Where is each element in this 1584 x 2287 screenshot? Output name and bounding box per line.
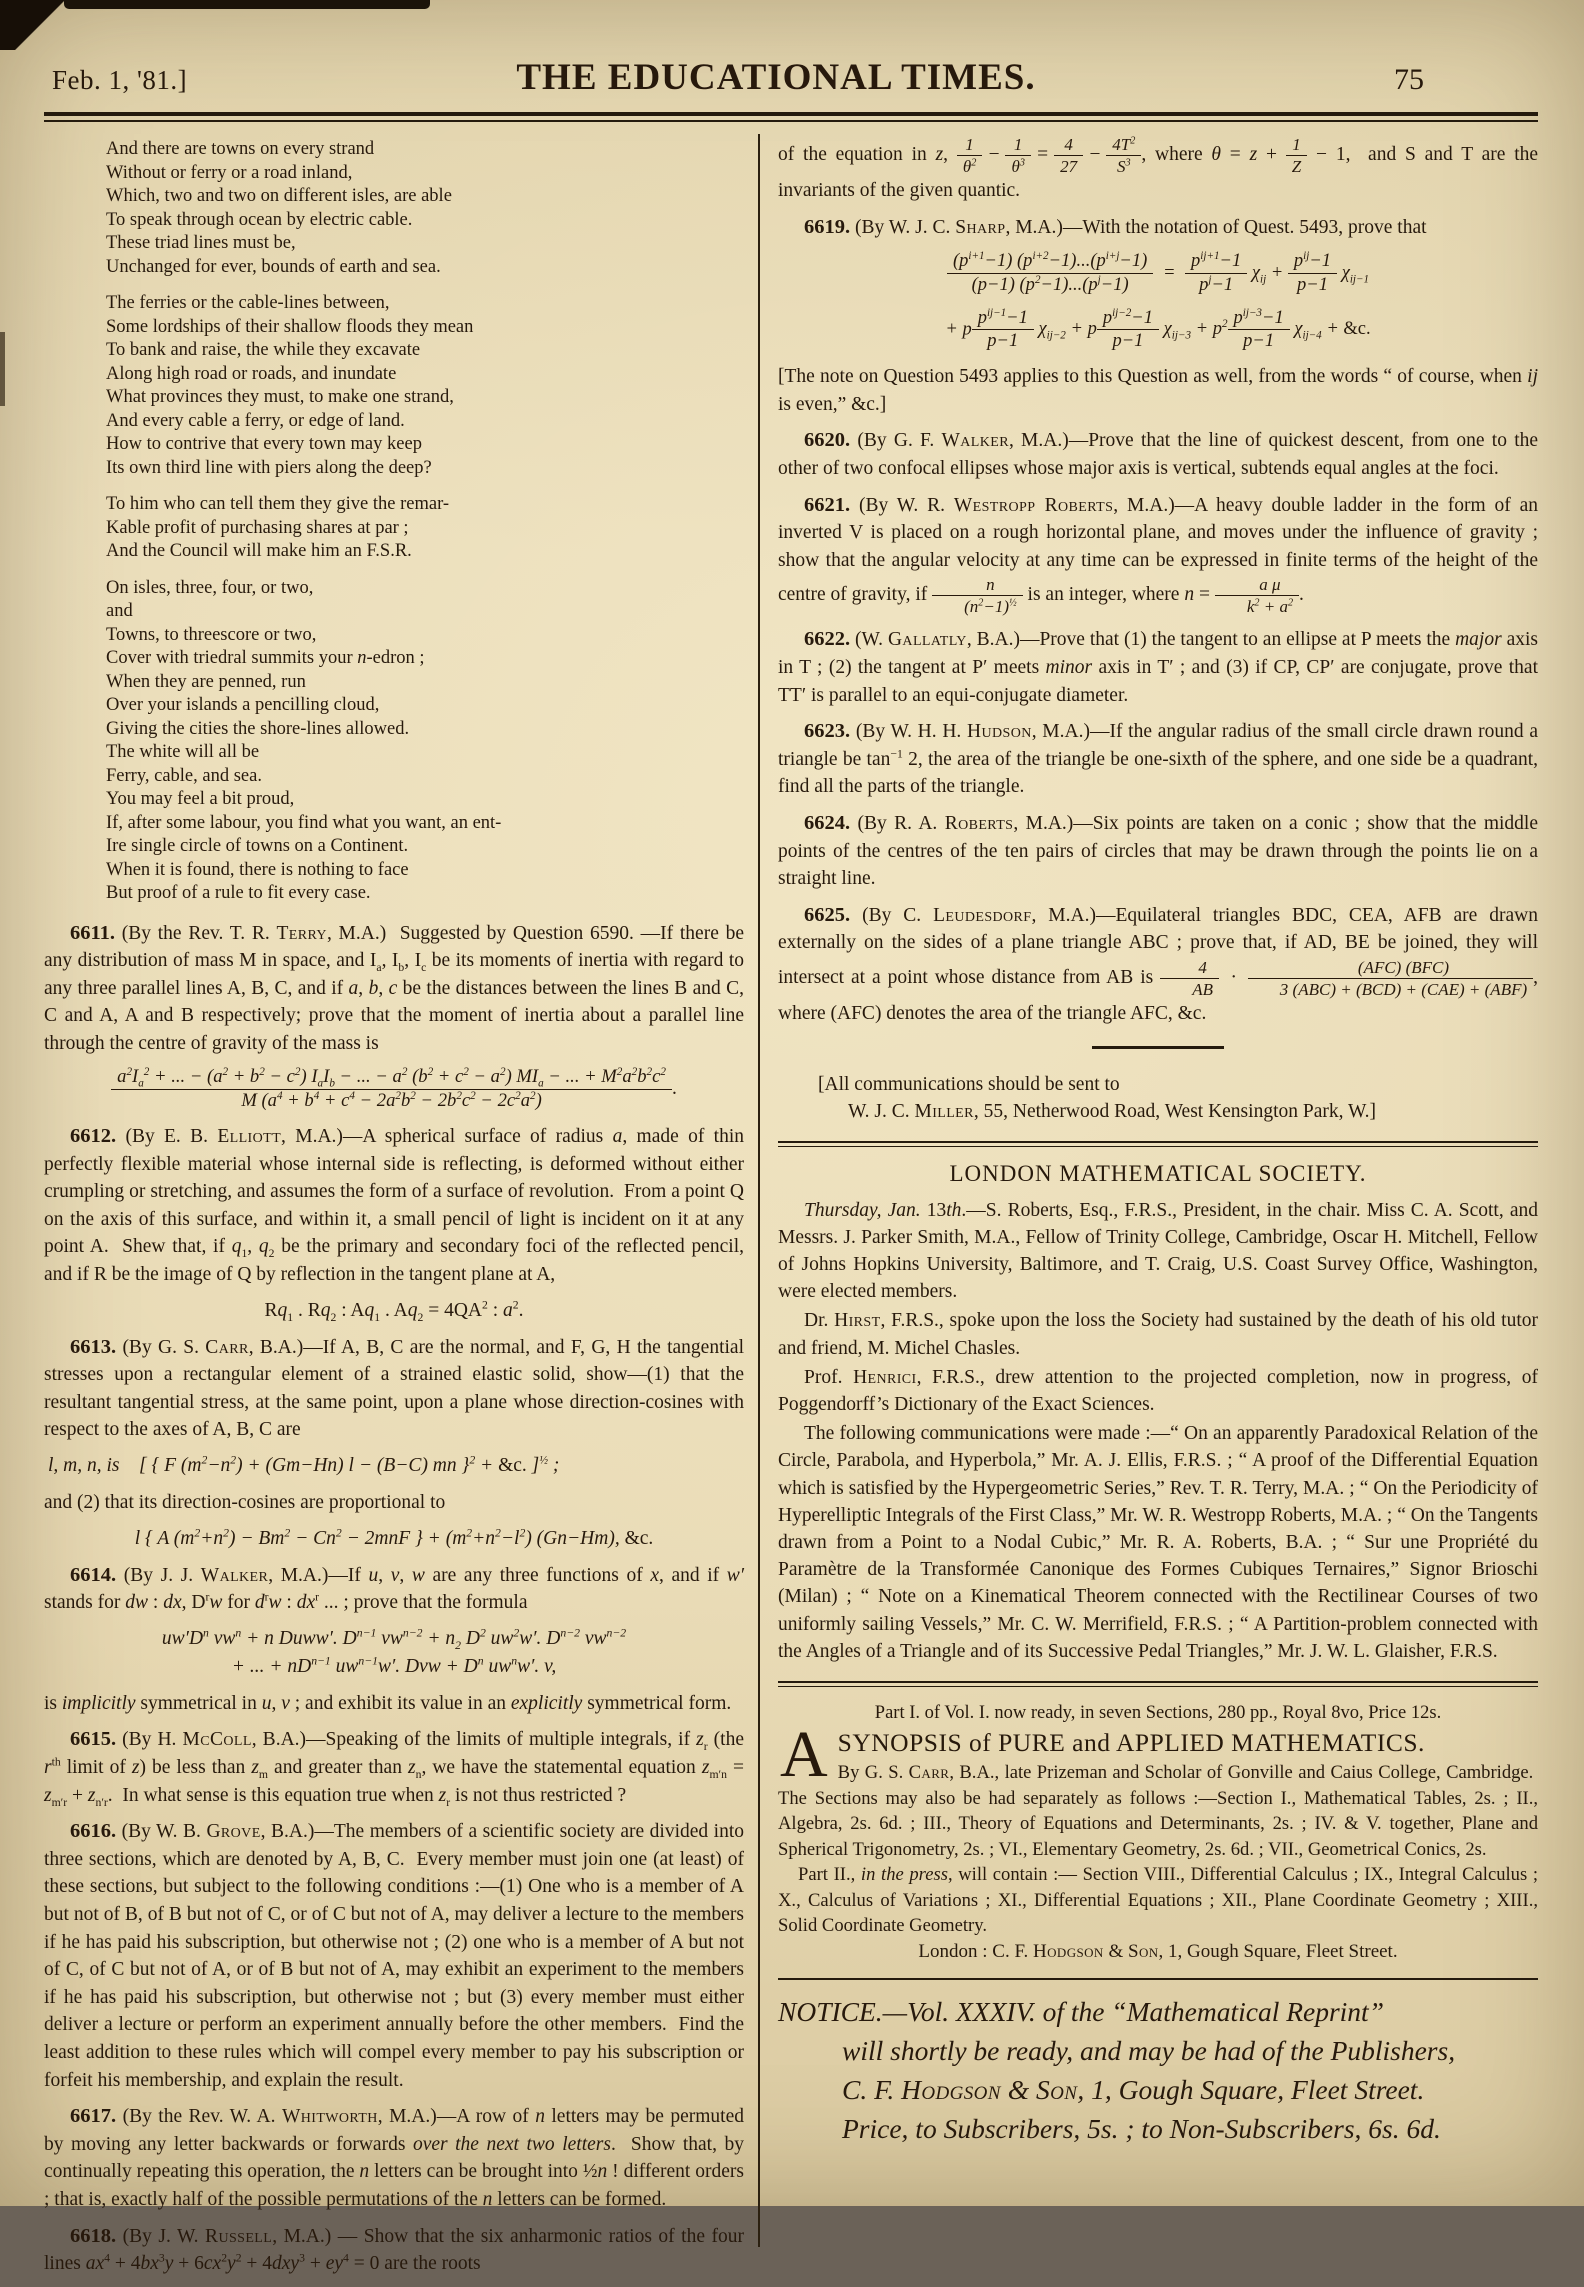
fraction-denominator: $\theta^2$	[962, 157, 977, 177]
drop-cap: A	[780, 1718, 828, 1792]
poem-line: Unchanged for ever, bounds of earth and sea.	[106, 256, 441, 277]
formula-term: $\chi_{ij}$ +	[1251, 262, 1288, 286]
issue-date: Feb. 1, '81.]	[52, 65, 188, 95]
equation: + ... + $nD^{n-1}$ $uw^{n-1}w'$. Dvw + $D^n$ $uw^nw'$. v,	[231, 1654, 557, 1677]
formula-6611	[44, 1066, 744, 1113]
fraction	[1288, 250, 1337, 296]
fraction-denominator: p−1	[987, 331, 1019, 352]
fraction-denominator: AB	[1192, 979, 1213, 999]
question-number: 6625.	[804, 903, 851, 926]
section-rule-single	[778, 1978, 1538, 1980]
question-paragraph	[778, 902, 1538, 1028]
formula-6619-line1	[778, 250, 1538, 296]
text-run: of the equation in z,	[778, 144, 957, 165]
question-6617	[44, 2103, 744, 2213]
fraction-denominator: (p−1) $(p^2-1)...(p^j-1)$	[971, 273, 1129, 295]
equation: l { A $(m^2+n^2) - Bm^2 - Cn^2 - 2mnF$ } + $(m^2+n^2-l^2)$ (Gn−Hm), &c.	[134, 1526, 654, 1549]
page-title: THE EDUCATIONAL TIMES.	[516, 57, 1036, 98]
poem-line: How to contrive that every town may keep	[106, 434, 422, 454]
poem-line: Ferry, cable, and sea.	[106, 765, 262, 786]
notice-line: NOTICE.—Vol. XXXIV. of the “Mathematical Reprint”	[778, 1996, 1384, 2028]
poem-line: Ire single circle of towns on a Continent.	[106, 836, 409, 856]
poem-line: But proof of a rule to fit every case.	[106, 883, 371, 903]
fraction-denominator: $(n^2-1)^{\frac{1}{2}}$	[964, 597, 1017, 617]
page-number: 75	[1394, 63, 1424, 96]
question-body: (By W. H. H. Hudson, M.A.)—If the angular radius of the small circle drawn round a triangle be $\tan^{-1} 2$, the area of the triangle be one-sixth of the sphere, and one side be a quadrant, find all the parts of the triangle.	[778, 721, 1539, 798]
scan-artifact-edge	[0, 332, 5, 406]
scan-artifact-strip	[64, 0, 430, 9]
poem-line: When they are penned, run	[106, 671, 306, 692]
fraction-denominator: $k^2 + a^2$	[1246, 597, 1294, 617]
fraction	[957, 134, 982, 177]
question-number: 6617.	[70, 2105, 117, 2128]
formula-term: + p	[945, 319, 972, 340]
ad-ready-line: Part I. of Vol. I. now ready, in seven Sections, 280 pp., Royal 8vo, Price 12s.	[874, 1702, 1442, 1723]
question-6620	[778, 427, 1538, 482]
publisher-line: London : C. F. Hodgson & Son, 1, Gough Square, Fleet Street.	[918, 1940, 1398, 1962]
synopsis-ad	[778, 1701, 1538, 1965]
poem-line: Its own third line with piers along the deep?	[106, 457, 432, 478]
operator: =	[1158, 262, 1181, 283]
fraction-denominator: 3 (ABC) + (BCD) + (CAE) + (ABF)	[1279, 979, 1528, 999]
poem-line: and	[106, 601, 133, 621]
poem-line: If, after some labour, you find what you want, an ent-	[106, 812, 502, 833]
question-number: 6613.	[70, 1335, 117, 1358]
poem-line: Which, two and two on different isles, are able	[106, 186, 452, 206]
question-body: (By the Rev. W. A. Whitworth, M.A.)—A row of n letters may be permuted by moving any letter backwards or forwards over the next two letters. Show that, by continually repeating this operation, the n letters can be brought into ½n ! different orders ; that is, exactly half of the possible permutations of the n letters can be formed.	[44, 2106, 744, 2210]
text-run: is an integer, where n =	[1022, 584, 1215, 606]
question-6614	[44, 1562, 744, 1718]
fraction-denominator: M $(a^4 + b^4 + c^4 - 2a^2b^2 - 2b^2c^2 - 2c^2a^2)$	[241, 1090, 542, 1112]
question-number: 6615.	[70, 1728, 117, 1751]
formula-period: .	[671, 1078, 677, 1100]
question-paragraph	[44, 1123, 744, 1289]
text-run: , where θ = z +	[1141, 144, 1286, 165]
question-paragraph	[44, 2223, 744, 2278]
notice-line: C. F. Hodgson & Son, 1, Gough Square, Fleet Street.	[842, 2074, 1425, 2106]
question-number: 6621.	[804, 493, 851, 516]
fraction-numerator: $p^{ij-2}-1$	[1097, 307, 1159, 331]
fraction-numerator: 1	[1286, 134, 1307, 156]
question-body: (By E. B. Elliott, M.A.)—A spherical surface of radius a, made of thin perfectly flexible material whose internal side is reflecting, is deformed without either crumpling or stretching, and assumes the form of a surface of revolution. From a point Q on the axis of this surface, and within it, a small pencil of light is incident on it at any point A. Shew that, if $q_1$, $q_2$ be the primary and secondary foci of the reflected pencil, and if R be the image of Q by reflection in the tangent plane at A,	[44, 1126, 745, 1286]
question-6619	[778, 214, 1538, 419]
poem	[106, 138, 744, 906]
lms-paragraph: Thursday, Jan. 13th.—S. Roberts, Esq., F.R.S., President, in the chair. Miss C. A. Scott, and Messrs. J. Parker Smith, M.A., Fellow of Trinity College, Cambridge, Oscar H. Mitchell, Fellow of Johns Hopkins University, Baltimore, and T. Craig, U.S. Coast Survey Office, Washington, were elected members.	[778, 1199, 1538, 1303]
poem-line: Giving the cities the shore-lines allowed.	[106, 718, 410, 739]
poem-line: On isles, three, four, or two,	[106, 577, 314, 598]
question-body: (By J. J. Walker, M.A.)—If u, v, w are any three functions of x, and if w′ stands for dw : dx, $D^rw$ for $d^rw$ : $dx^r$ ... ; prove that the formula	[44, 1564, 745, 1614]
question-body: and (2) that its direction-cosines are proportional to	[44, 1492, 446, 1514]
question-body: (By W. J. C. Sharp, M.A.)—With the notation of Quest. 5493, prove that	[855, 216, 1427, 238]
question-note	[778, 363, 1538, 418]
fraction-denominator: Z	[1291, 157, 1302, 177]
equation: $Rq_1$ . $Rq_2$ : $Aq_1$ . $Aq_2 = 4QA^2$ : $a^2$.	[264, 1298, 524, 1324]
continued-paragraph	[778, 134, 1538, 205]
fraction-denominator: $\theta^3$	[1011, 157, 1025, 177]
fraction	[1005, 134, 1030, 177]
question-paragraph	[778, 492, 1538, 618]
fraction-numerator: $(p^{i+1}-1)$ $(p^{i+2}-1)...(p^{i+j}-1)$	[947, 250, 1153, 274]
question-number: 6611.	[70, 921, 115, 944]
poem-stanza-1	[106, 138, 744, 279]
question-body: (By H. McColl, B.A.)—Speaking of the limits of multiple integrals, if $z_r$ (the $r^{th}$ limit of z) be less than $z_m$ and greater than $z_n$, we have the statemental equation $z_{m'n} = z_{m'r} + z_{n'r}$. In what sense is this equation true when $z_r$ is not thus restricted ?	[44, 1729, 744, 1809]
fraction-denominator: 27	[1060, 157, 1078, 177]
poem-line: You may feel a bit proud,	[106, 789, 295, 809]
lms-paragraph: The following communications were made :—“ On an apparently Paradoxical Relation of the Circle, Parabola, and Hyperbola,” Mr. A. J. Ellis, F.R.S. ; “ A proof of the Differential Equation which is satisfied by the Hypergeometric Series,” Rev. T. R. Terry, M.A. ; “ On the Periodicity of Hyperelliptic Integrals of the First Class,” Mr. W. R. Westropp Roberts, M.A. ; “ On the Tangents drawn from a Point to a Nodal Cubic,” Mr. R. A. Roberts, B.A. ; “ Sur une Propriété du Paramètre de la Transformée Canonique des Formes Cubiques Ternaires,” Signor Brioschi (Milan) ; “ Note on a Kinematical Theorem connected with the Rectilinear Courses of two uniformly sailing Vessels,” Mr. C. W. Merrifield, F.R.S. ; “ A Partition-problem connected with the Angles of a Triangle and of its Successive Pedal Triangles,” Mr. J. W. L. Glaisher, F.R.S.	[778, 1423, 1538, 1662]
fraction	[1185, 250, 1247, 296]
formula-term: $\chi_{ij-1}$	[1341, 262, 1370, 286]
formula-6612	[44, 1298, 744, 1324]
question-paragraph	[778, 626, 1538, 709]
question-body: (W. Gallatly, B.A.)—Prove that (1) the tangent to an ellipse at P meets the major axis in T ; (2) the tangent at P′ meets minor axis in T′ ; and (3) if CP, CP′ are conjugate, prove that TT′ is parallel to an equi-conjugate diameter.	[778, 629, 1539, 706]
question-6622	[778, 626, 1538, 709]
section-divider-short	[1092, 1046, 1224, 1049]
section-heading: LONDON MATHEMATICAL SOCIETY.	[949, 1160, 1367, 1186]
question-number: 6624.	[804, 811, 851, 834]
question-body: (By W. B. Grove, B.A.)—The members of a scientific society are divided into three sections, which are denoted by A, B, C. Every member must join one (at least) of these sections, but subject to the following conditions :—(1) One who is a member of A but not of B, of B but not of C, or of C but not of A, may deliver a lecture to the members if he has paid his subscription, but otherwise not ; (2) one who is a member of A but not of C, of C but not of A, or of B but not of A, may exhibit an experiment to the members if he has paid his subscription, but otherwise not ; but (3) every member must either deliver a lecture or perform an experiment annually before the other members. Find the least addition to these rules which will compel every member to pay his subscription or forfeit his membership, and explain the result.	[44, 1821, 744, 2091]
column-right	[760, 134, 1538, 2287]
fraction-denominator: $p^j-1$	[1199, 273, 1234, 295]
question-paragraph	[778, 427, 1538, 482]
question-paragraph	[778, 718, 1538, 801]
question-6611	[44, 920, 744, 1114]
section-rule-double	[778, 1681, 1538, 1687]
question-number: 6612.	[70, 1125, 117, 1148]
lms-section	[778, 1161, 1538, 1665]
question-6623	[778, 718, 1538, 801]
poem-line: To speak through ocean by electric cable.	[106, 209, 413, 230]
masthead	[0, 0, 1584, 99]
question-continuation	[44, 1690, 744, 1718]
question-number: 6614.	[70, 1563, 117, 1586]
poem-stanza-2	[106, 292, 744, 480]
poem-line: Kable profit of purchasing shares at par ;	[106, 517, 409, 538]
notice-line: Price, to Subscribers, 5s. ; to Non-Subscribers, 6s. 6d.	[842, 2113, 1441, 2145]
poem-line: These triad lines must be,	[106, 233, 296, 253]
fraction	[947, 250, 1153, 296]
notice-section	[778, 1992, 1538, 2148]
text-run: .	[1299, 584, 1304, 606]
question-body: (By G. F. Walker, M.A.)—Prove that the line of quickest descent, from one to the other of two confocal ellipses whose major axis is vertical, subtends equal angles at the foci.	[778, 430, 1539, 479]
question-body: (By the Rev. T. R. Terry, M.A.) Suggested by Question 6590. —If there be any distribution of mass M in space, and $I_a$, $I_b$, $I_c$ be its moments of inertia with regard to any three parallel lines A, B, C, and if a, b, c be the distances between the lines B and C, C and A, A and B respectively; prove that the moment of inertia about a parallel line through the centre of gravity of the mass is	[44, 922, 745, 1054]
fraction-numerator: n	[932, 574, 1023, 596]
question-paragraph	[44, 1562, 744, 1617]
fraction-numerator: 1	[957, 134, 982, 156]
question-body: (By C. Leudesdorf, M.A.)—Equilateral triangles BDC, CEA, AFB are drawn externally on the sides of a plane triangle ABC ; prove that, if AD, BE be joined, they will intersect at a point whose distance from AB is	[778, 904, 1539, 988]
question-paragraph	[44, 1818, 744, 2094]
fraction-numerator: $a^2I_a^2$ + ... − $(a^2 + b^2 - c^2) I_aI_b$ − ... − $a^2$ $(b^2 + c^2 - a^2) MI_a$ − ... + $M^2a^2b^2c^2$	[111, 1066, 672, 1090]
question-paragraph	[44, 920, 744, 1058]
fraction	[972, 307, 1034, 353]
question-body: (By R. A. Roberts, M.A.)—Six points are taken on a conic ; show that the middle points of the centres of the ten pairs of circles that may be drawn through the points lie on a straight line.	[778, 812, 1538, 890]
poem-line: Towns, to threescore or two,	[106, 624, 317, 645]
section-rule-double	[778, 1141, 1538, 1147]
question-body: (By J. W. Russell, M.A.) — Show that the six anharmonic ratios of the four lines $ax^4 + 4bx^3y + 6cx^2y^2 + 4dxy^3 + ey^4 = 0$ are the roots	[44, 2225, 744, 2275]
question-6613	[44, 1334, 744, 1552]
header-rule	[44, 112, 1538, 122]
fraction	[1106, 134, 1141, 177]
column-left	[44, 134, 758, 2287]
question-6621	[778, 492, 1538, 618]
poem-stanza-4	[106, 577, 744, 906]
fraction	[1215, 574, 1299, 617]
note-text: [The note on Question 5493 applies to this Question as well, from the words “ of course, when ij is even,” &c.]	[778, 366, 1538, 415]
fraction	[932, 574, 1023, 617]
formula-6614-b	[44, 1654, 744, 1680]
formula-term: $\chi_{ij-2} + p$	[1038, 319, 1097, 342]
poem-line: When it is found, there is nothing to face	[106, 859, 409, 880]
fraction-denominator: $S^3$	[1116, 157, 1131, 177]
question-body: is implicitly symmetrical in u, v ; and exhibit its value in an explicitly symmetrical form.	[44, 1692, 732, 1714]
fraction-numerator: 1	[1005, 134, 1030, 156]
poem-line: Some lordships of their shallow floods they mean	[106, 316, 474, 337]
question-number: 6618.	[70, 2224, 117, 2247]
ad-body: By G. S. Carr, B.A., late Prizeman and Scholar of Gonville and Caius College, Cambridge. The Sections may also be had separately as follows :—Section I., Mathematical Tables, 2s. ; II., Algebra, 2s. 6d. ; III., Theory of Equations and Determinants, 2s. ; IV. & V. together, Plane and Spherical Trigonometry, 2s. ; VI., Elementary Geometry, 2s. 6d. ; VII., Geometrical Conics, 2s.	[778, 1762, 1538, 1860]
note-line: W. J. C. Miller, 55, Netherwood Road, West Kensington Park, W.]	[848, 1100, 1376, 1122]
question-number: 6623.	[804, 720, 851, 743]
question-6625	[778, 902, 1538, 1028]
question-continuation	[44, 1489, 744, 1517]
poem-line: Over your islands a pencilling cloud,	[106, 695, 380, 715]
fraction	[1228, 307, 1290, 353]
formula-6619-line2	[778, 307, 1538, 353]
fraction	[1097, 307, 1159, 353]
question-paragraph	[778, 810, 1538, 893]
poem-line: To him who can tell them they give the remar-	[106, 494, 450, 514]
fraction	[1054, 134, 1083, 177]
question-body: (By G. S. Carr, B.A.)—If A, B, C are the normal, and F, G, H the tangential stresses upon a rectangular element of a strained elastic solid, show—(1) that the resultant tangential stress, at the same point, upon a plane whose direction-cosines with respect to the axes of A, B, C are	[44, 1336, 744, 1441]
fraction-numerator: a μ	[1215, 574, 1299, 596]
poem-line: And the Council will make him an F.S.R.	[106, 541, 412, 561]
question-6616	[44, 1818, 744, 2094]
fraction	[1160, 957, 1219, 1000]
fraction	[1286, 134, 1307, 177]
equation: l, m, n, is [ { F $(m^2-n^2) + (Gm-Hn) l - (B-C)$ mn }$^2$ + &c. ]$^{\frac{1}{2}}$ ;	[48, 1453, 560, 1477]
poem-line: Cover with triedral summits your n-edron ;	[106, 648, 425, 668]
poem-line: The ferries or the cable-lines between,	[106, 293, 390, 313]
poem-line: To bank and raise, the while they excavate	[106, 340, 421, 360]
fraction-denominator: p−1	[1296, 274, 1328, 295]
operator: ·	[1223, 966, 1243, 988]
poem-line: And every cable a ferry, or edge of land.	[106, 410, 405, 431]
question-6612	[44, 1123, 744, 1324]
question-number: 6616.	[70, 1820, 117, 1843]
formula-6613-b	[44, 1526, 744, 1552]
fraction-numerator: (AFC) (BFC)	[1248, 957, 1533, 979]
fraction-numerator: $p^{ij-3}-1$	[1228, 307, 1290, 331]
note-line: [All communications should be sent to	[818, 1073, 1120, 1095]
fraction-numerator: 4	[1160, 957, 1219, 979]
question-body: (By W. R. Westropp Roberts, M.A.)—A heavy double ladder in the form of an inverted V is placed on a rough horizontal plane, and moves under the influence of gravity ; show that the angular velocity at any time can be expressed in finite terms of the height of the centre of gravity, if	[778, 494, 1538, 606]
poem-line: And there are towns on every strand	[106, 139, 375, 159]
poem-line: What provinces they must, to make one strand,	[106, 387, 454, 407]
lms-paragraph: Dr. Hirst, F.R.S., spoke upon the loss the Society had sustained by the death of his old tutor and friend, M. Michel Chasles.	[778, 1310, 1538, 1359]
fraction-numerator: $p^{ij+1}-1$	[1185, 250, 1247, 274]
fraction	[1248, 957, 1533, 1000]
formula-6614-a	[44, 1626, 744, 1652]
formula-term: $\chi_{ij-4}$ + &c.	[1294, 319, 1371, 342]
question-number: 6619.	[804, 215, 851, 238]
question-6618	[44, 2223, 744, 2278]
question-number: 6620.	[804, 429, 851, 452]
poem-stanza-3	[106, 493, 744, 564]
fraction-numerator: 4	[1054, 134, 1083, 156]
notice-line: will shortly be ready, and may be had of the Publishers,	[842, 2035, 1456, 2067]
question-paragraph	[44, 1334, 744, 1444]
ad-title: SYNOPSIS of PURE and APPLIED MATHEMATICS.	[837, 1728, 1425, 1758]
poem-line: The white will all be	[106, 742, 260, 762]
fraction-numerator: $p^{ij-1}-1$	[972, 307, 1034, 331]
fraction-denominator: p−1	[1243, 331, 1275, 352]
operator: =	[1035, 144, 1050, 165]
lms-paragraph: Prof. Henrici, F.R.S., drew attention to the projected completion, now in progress, of Poggendorff’s Dictionary of the Exact Sciences.	[778, 1366, 1538, 1415]
text-run: , where (AFC) denotes the area of the triangle AFC, &c.	[778, 966, 1538, 1024]
operator: −	[1088, 144, 1102, 165]
equation: $uw'D^n$ $vw^n + n$ Duww′. $D^{n-1}$ $vw^{n-2} + n_2$ $D^2$ $uw^2w'$. $D^{n-2}$ $vw^{n-2}$	[161, 1626, 627, 1652]
question-6615	[44, 1726, 744, 1809]
question-paragraph	[44, 2103, 744, 2213]
ad-body: Part II., in the press, will contain :— Section VIII., Differential Calculus ; IX., Integral Calculus ; X., Calculus of Variations ; XI., Differential Equations ; XII., Plane Coordinate Geometry ; XIII., Solid Coordinate Geometry.	[778, 1864, 1539, 1937]
columns	[0, 122, 1584, 2287]
question-6624	[778, 810, 1538, 893]
scan-artifact-corner	[0, 0, 74, 50]
poem-line: Along high road or roads, and inundate	[106, 363, 397, 384]
poem-line: Without or ferry or a road inland,	[106, 162, 353, 183]
question-number: 6622.	[804, 628, 851, 651]
formula-term: $\chi_{ij-3} + p^2$	[1163, 318, 1228, 342]
text-run: − 1, and S and T are the invariants of the given quantic.	[778, 144, 1539, 202]
fraction-numerator: $p^{ij}-1$	[1288, 250, 1337, 274]
communications-note	[818, 1071, 1538, 1125]
question-paragraph	[778, 214, 1538, 242]
formula-6613-a	[44, 1453, 744, 1479]
fraction	[111, 1066, 672, 1113]
question-paragraph	[44, 1726, 744, 1809]
operator: −	[987, 144, 1001, 165]
fraction-denominator: p−1	[1112, 331, 1144, 352]
fraction-numerator: $4T^2$	[1106, 134, 1141, 156]
